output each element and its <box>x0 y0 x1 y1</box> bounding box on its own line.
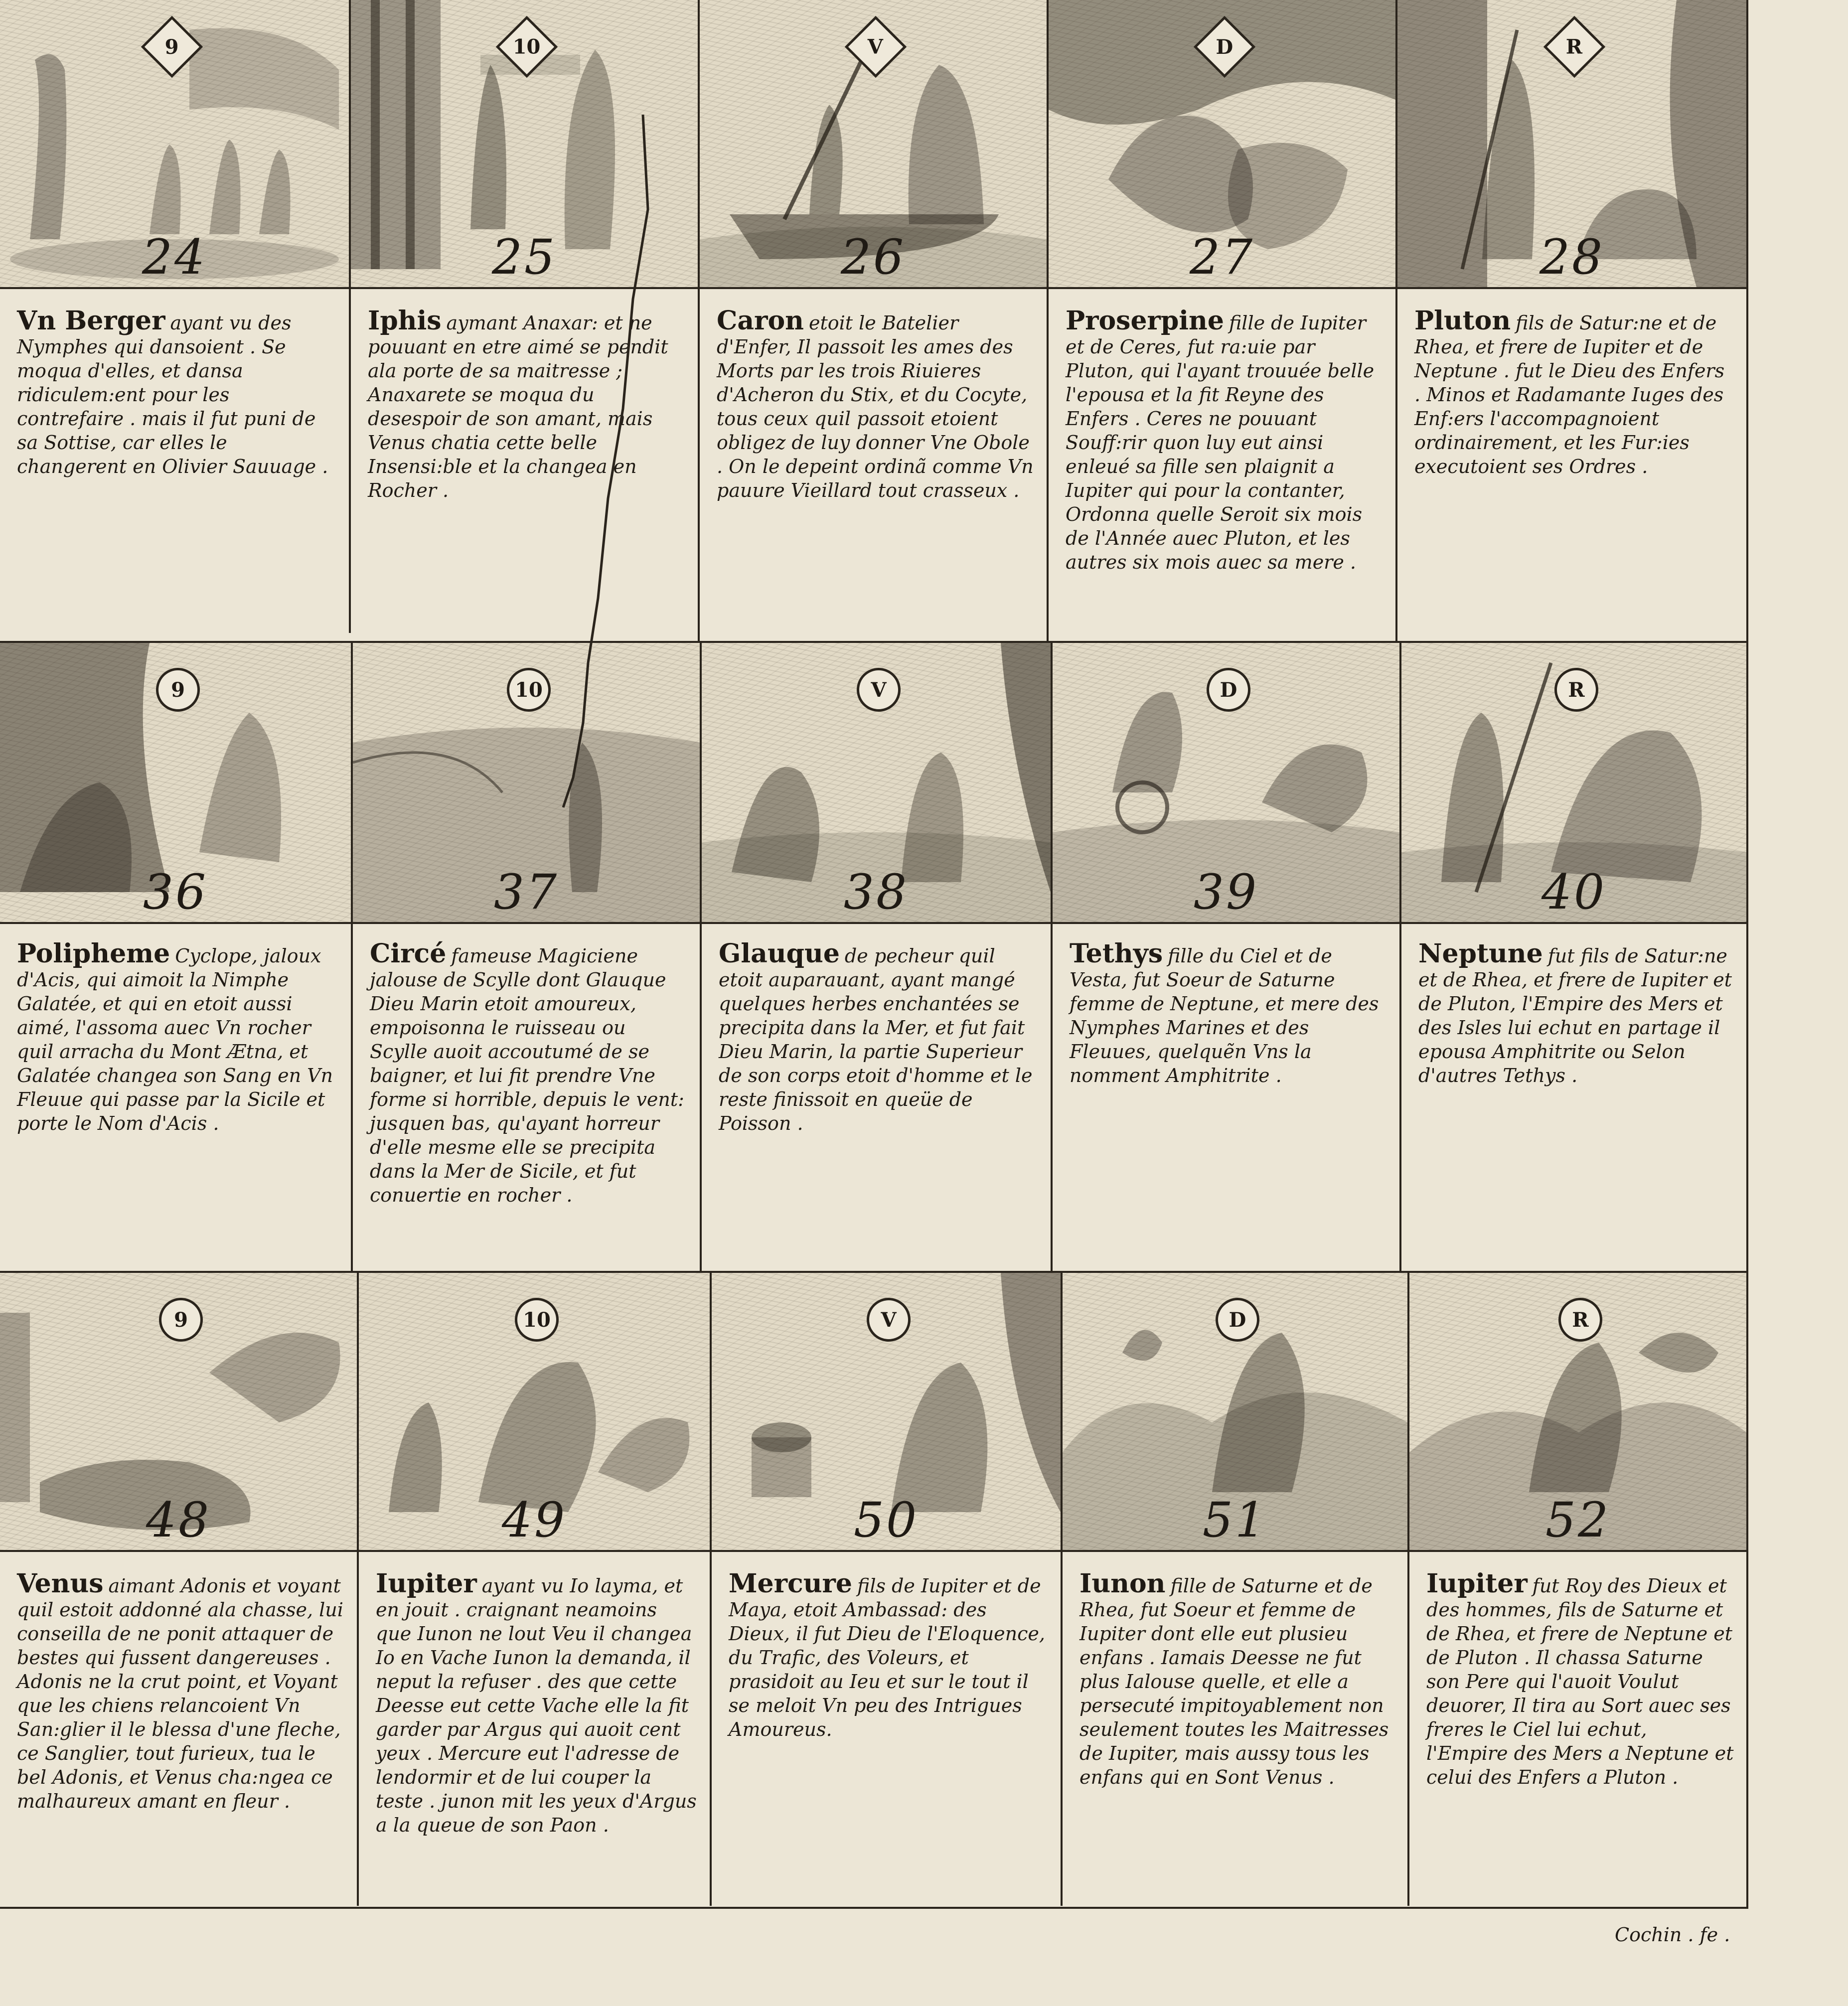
card-title: Pluton <box>1414 306 1511 336</box>
club-suit-badge: 10 <box>507 668 551 712</box>
card-number: 50 <box>853 1492 919 1548</box>
card-title: Iupiter <box>1426 1568 1528 1599</box>
card-description: fils de Iupiter et de Maya, etoit Ambassad: des Dieux, il fut Dieu de l'Eloquence, du Trafic, des Voleurs, et prasidoit au Ieu et sur le tout il se meloit Vn peu des Intrigues Amoureus. <box>729 1575 1045 1740</box>
card-number: 51 <box>1202 1492 1268 1548</box>
card-number: 48 <box>146 1492 211 1548</box>
card-number: 24 <box>142 229 207 285</box>
heart-suit-badge: V <box>867 1298 911 1342</box>
card-description: aymant Anaxar: et ne pouuant en etre aimé se pendit ala porte de sa maitresse ; Anaxarete se moqua du desespoir de son amant, mais Venus chatia cette belle Insensi:ble et la changea en Rocher . <box>368 312 668 501</box>
card-number: 39 <box>1193 864 1259 920</box>
card-title: Mercure <box>729 1568 852 1599</box>
card-number: 36 <box>143 864 208 920</box>
card-title: Iunon <box>1079 1568 1166 1599</box>
card-title: Caron <box>717 306 804 336</box>
card-description: ayant vu des Nymphes qui dansoient . Se moqua d'elles, et dansa ridiculem:ent pour les contrefaire . mais il fut puni de sa Sottise, car elles le changerent en Olivier Sauuage . <box>17 312 328 477</box>
card-description: fut fils de Satur:ne et de Rhea, et frere de Iupiter et de Pluton, l'Empire des Mers et des Isles lui echut en partage il epousa Amphitrite ou Selon d'autres Tethys . <box>1418 945 1732 1086</box>
card-number: 37 <box>493 864 559 920</box>
diamond-suit-badge: 10 <box>496 16 558 78</box>
heart-suit-badge: R <box>1558 1298 1602 1342</box>
card-number: 25 <box>491 229 557 285</box>
diamond-suit-badge: R <box>1543 16 1605 78</box>
card-number: 52 <box>1545 1492 1611 1548</box>
card-description: fille du Ciel et de Vesta, fut Soeur de Saturne femme de Neptune, et mere des Nymphes Marines et des Fleuues, quelquẽn Vns la nomment Amphitrite . <box>1070 945 1379 1086</box>
card-title: Iupiter <box>376 1568 477 1599</box>
card-title: Circé <box>370 938 447 969</box>
card-description: aimant Adonis et voyant quil estoit addonné ala chasse, lui conseilla de ne ponit attaquer de bestes qui fussent dangereuses . Adonis ne la crut point, et Voyant que les chiens relancoient Vn San:glier il le blessa d'une fleche, ce Sanglier, tout furieux, tua le bel Adonis, et Venus cha:ngea ce malhaureux amant en fleur . <box>17 1575 343 1812</box>
card-description: ayant vu Io layma, et en jouit . craignant neamoins que Iunon ne lout Veu il changea Io en Vache Iunon la demanda, il neput la refuser . des que cette Deesse eut cette Vache elle la fit garder par Argus qui auoit cent yeux . Mercure eut l'adresse de lendormir et de lui couper la teste . junon mit les yeux d'Argus a la queue de son Paon . <box>376 1575 697 1836</box>
card-description: fille de Iupiter et de Ceres, fut ra:uie par Pluton, qui l'ayant trouuée belle l'epousa et la fit Reyne des Enfers . Ceres ne pouuant Souff:rir quon luy eut ainsi enleué sa fille sen plaignit a Iupiter qui pour la contanter, Ordonna quelle Seroit six mois de l'Année auec Pluton, et les autres six mois auec sa mere . <box>1066 312 1375 573</box>
card-title: Glauque <box>719 938 840 969</box>
diamond-suit-badge: 9 <box>141 16 203 78</box>
card-description: Cyclope, jaloux d'Acis, qui aimoit la Nimphe Galatée, et qui en etoit aussi aimé, l'assoma auec Vn rocher quil arracha du Mont Ætna, et Galatée changea son Sang en Vn Fleuue qui passe par la Sicile et porte le Nom d'Acis . <box>17 945 333 1134</box>
card-number: 40 <box>1541 864 1607 920</box>
card-number: 38 <box>843 864 909 920</box>
card-title: Proserpine <box>1066 306 1224 336</box>
club-suit-badge: V <box>857 668 901 712</box>
club-suit-badge: 9 <box>156 668 200 712</box>
card-description: etoit le Batelier d'Enfer, Il passoit les ames des Morts par les trois Riuieres d'Acheron du Stix, et du Cocyte, tous ceux quil passoit etoient obligez de luy donner Vne Obole . On le depeint ordinã comme Vn pauure Vieillard tout crasseux . <box>717 312 1034 501</box>
card-title: Polipheme <box>17 938 170 969</box>
engraver-signature: Cochin . fe . <box>1615 1924 1730 1946</box>
card-number: 49 <box>501 1492 567 1548</box>
card-number: 27 <box>1189 229 1255 285</box>
card-description: fameuse Magiciene jalouse de Scylle dont Glauque Dieu Marin etoit amoureux, empoisonna le ruisseau ou Scylle auoit accoutumé de se baigner, et lui fit prendre Vne forme si horrible, depuis le vent: jusquen bas, qu'ayant horreur d'elle mesme elle se precipita dans la Mer de Sicile, et fut conuertie en rocher . <box>370 945 684 1206</box>
card-description: fut Roy des Dieux et des hommes, fils de Saturne et de Rhea, et frere de Neptune et de Pluton . Il chassa Saturne son Pere qui l'auoit Voulut deuorer, Il tira au Sort auec ses freres le Ciel lui echut, l'Empire des Mers a Neptune et celui des Enfers a Pluton . <box>1426 1575 1734 1788</box>
card-number: 28 <box>1539 229 1605 285</box>
heart-suit-badge: 9 <box>159 1298 203 1342</box>
club-suit-badge: D <box>1207 668 1250 712</box>
card-description: fille de Saturne et de Rhea, fut Soeur et femme de Iupiter dont elle eut plusieu enfans . Iamais Deesse ne fut plus Ialouse quelle, et elle a persecuté impitoyablement non seulement toutes les Maitresses de Iupiter, mais aussy tous les enfans qui en Sont Venus . <box>1079 1575 1389 1788</box>
heart-suit-badge: 10 <box>515 1298 559 1342</box>
club-suit-badge: R <box>1554 668 1598 712</box>
card-number: 26 <box>840 229 906 285</box>
card-title: Tethys <box>1070 938 1163 969</box>
card-title: Vn Berger <box>17 306 165 336</box>
heart-suit-badge: D <box>1216 1298 1259 1342</box>
card-description: de pecheur quil etoit auparauant, ayant mangé quelques herbes enchantées se precipita dans la Mer, et fut fait Dieu Marin, la partie Superieur de son corps etoit d'homme et le reste finissoit en queüe de Poisson . <box>719 945 1033 1134</box>
diamond-suit-badge: D <box>1194 16 1255 78</box>
card-title: Neptune <box>1418 938 1543 969</box>
card-description: fils de Satur:ne et de Rhea, et frere de Iupiter et de Neptune . fut le Dieu des Enfers . Minos et Radamante Iuges des Enf:ers l'accompagnoient ordinairement, et les Fur:ies executoient ses Ordres . <box>1414 312 1725 477</box>
diamond-suit-badge: V <box>845 16 907 78</box>
card-title: Iphis <box>368 306 442 336</box>
card-title: Venus <box>17 1568 104 1599</box>
